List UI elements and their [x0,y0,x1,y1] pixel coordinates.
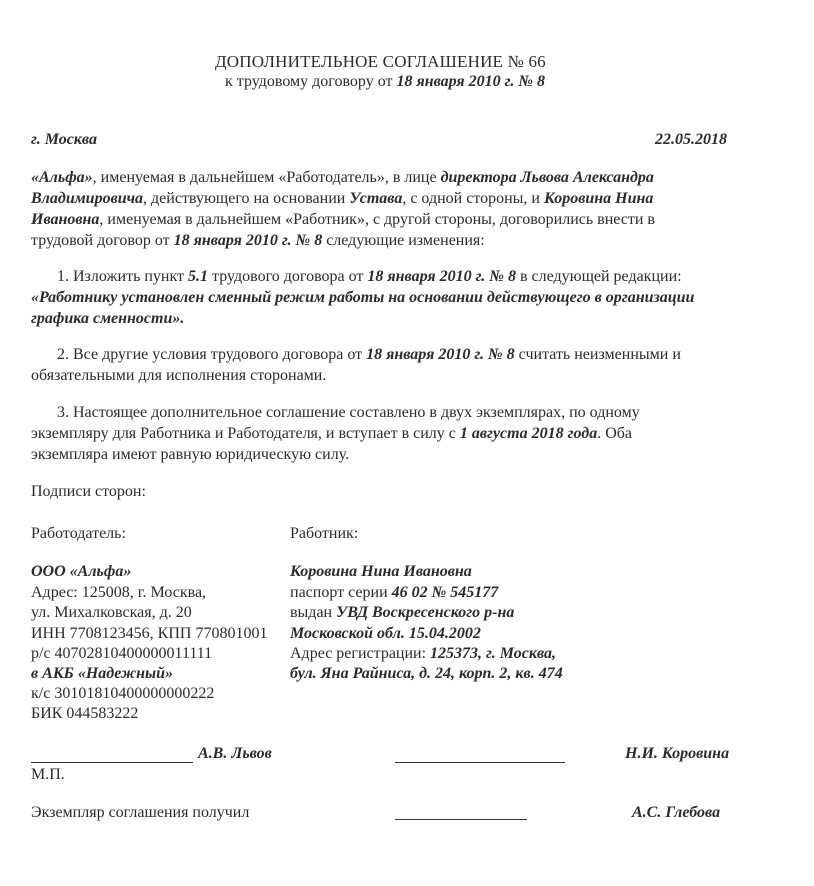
employee-issued-by [290,603,514,624]
registration-label: Адрес регистрации: [290,645,431,662]
intro-line-1 [31,168,654,189]
passport-label: паспорт серии [290,584,392,601]
item-text: считать неизменными и [514,346,681,363]
item-2-line-1 [57,345,681,366]
signatures-heading: Подписи сторон: [31,483,146,500]
employee-passport [290,583,498,604]
subtitle-contract-date: 18 января 2010 г. № 8 [396,73,545,90]
employer-bank: в АКБ «Надежный» [31,665,174,682]
contract-reference: 18 января 2010 г. № 8 [366,346,515,363]
employee-name: Коровина Нина [543,190,654,207]
intro-text: , действующего на основании [143,190,350,207]
intro-line-3 [31,210,655,231]
item-text: экземпляру для Работника и Работодателя, и вступает в силу с [31,425,460,442]
item-text: 1. Изложить пункт [57,268,189,285]
director-name: директора Львова Александра [440,169,654,186]
employer-corr-account: к/с 30101810400000000222 [31,685,215,702]
contract-reference: 18 января 2010 г. № 8 [173,232,323,249]
item-text: трудового договора от [208,268,368,285]
document-place: г. Москва [31,131,97,148]
item-3-line-3: экземпляра имеют равную юридическую силу. [31,446,350,463]
basis-document: Устава [349,190,403,207]
item-1-line-2: «Работнику установлен сменный режим работы на основании действующего в организации [31,289,695,306]
subtitle-prefix: к трудовому договору от [225,73,397,90]
employee-signature-line [395,762,565,763]
item-3-line-1: 3. Настоящее дополнительное соглашение составлено в двух экземплярах, по одному [57,404,640,421]
employee-registration-2: бул. Яна Райниса, д. 24, корп. 2, кв. 474 [290,665,563,682]
employee-registration [290,644,556,665]
intro-text: , с одной стороны, и [402,190,544,207]
intro-text: следующие изменения: [322,232,485,249]
intro-text: трудовой договор от [31,232,174,249]
item-text: 2. Все другие условия трудового договора от [57,346,367,363]
item-text: в следующей редакции: [515,268,682,285]
employer-name: ООО «Альфа» [31,563,132,580]
item-2-line-2: обязательными для исполнения сторонами. [31,367,327,384]
receipt-signer: А.С. Глебова [632,804,721,821]
employer-address-1: Адрес: 125008, г. Москва, [31,584,207,601]
effective-date: 1 августа 2018 года [459,425,598,442]
document-subtitle [225,72,545,93]
intro-text: , именуемая в дальнейшем «Работник», с другой стороны, договорились внести в [99,211,655,228]
item-1-line-3: графика сменности». [31,310,185,327]
employee-signer: Н.И. Коровина [625,745,730,762]
employer-signer: А.В. Львов [198,745,272,762]
director-patronymic: Владимировича [31,190,144,207]
issued-label: выдан [290,604,337,621]
employee-patronymic: Ивановна [31,211,100,228]
employer-signature-line [31,762,193,763]
contract-reference: 18 января 2010 г. № 8 [367,268,516,285]
item-text: . Оба [597,425,633,442]
employer-bik: БИК 044583222 [31,705,139,722]
item-3-line-2 [31,424,632,445]
receipt-signature-line [395,819,527,820]
document-date: 22.05.2018 [655,131,727,148]
item-1-line-1 [57,267,682,288]
document-title: ДОПОЛНИТЕЛЬНОЕ СОГЛАШЕНИЕ № 66 [215,52,546,71]
intro-line-2 [31,189,653,210]
registration-address-1: 125373, г. Москва, [430,645,556,662]
employer-account: р/с 40702810400000011111 [31,645,213,662]
employer-address-2: ул. Михалковская, д. 20 [31,604,192,621]
company-name: «Альфа» [31,169,93,186]
intro-line-4 [31,231,485,252]
employer-heading: Работодатель: [31,525,126,542]
passport-number: 46 02 № 545177 [391,584,499,601]
employee-issued-by-2: Московской обл. 15.04.2002 [290,625,481,642]
employer-inn-kpp: ИНН 7708123456, КПП 770801001 [31,625,268,642]
clause-number: 5.1 [188,268,209,285]
seal-placeholder: М.П. [31,766,65,783]
issuing-authority: УВД Воскресенского р-на [336,604,515,621]
employee-name: Коровина Нина Ивановна [290,563,472,580]
intro-text: , именуемая в дальнейшем «Работодатель», в лице [92,169,441,186]
receipt-label: Экземпляр соглашения получил [31,804,250,821]
employee-heading: Работник: [290,525,359,542]
